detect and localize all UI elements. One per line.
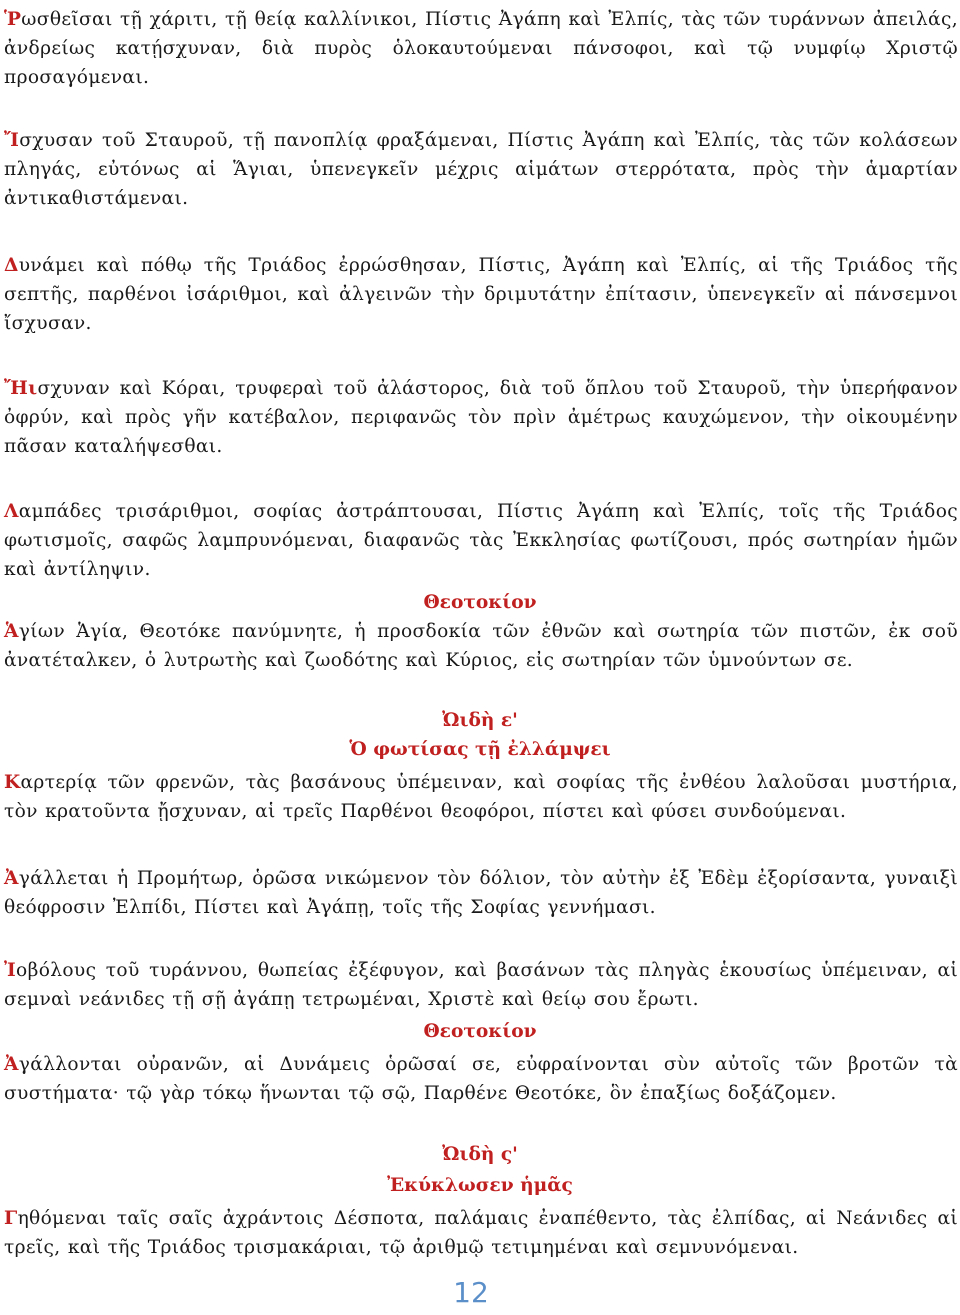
ode-6-irmos: Ἐκύκλωσεν ἡμᾶς [387,1175,573,1196]
page-number: 12 [453,1276,489,1309]
drop-initial: Κ [4,772,21,793]
drop-initial: Ἁ [4,621,19,642]
troparion-text: ηθόμεναι ταῖς σαῖς ἀχράντοις Δέσποτα, παλάμαις ἐναπέθεντο, τὰς ἐλπίδας, αἱ Νεάνιδες αἱ τρεῖς, καὶ τῆς Τριάδος τρισμακάριαι, τῷ ἀριθμῷ τετιμημέναι καὶ σεμνυνόμεναι. [4,1208,958,1258]
troparion-4 [4,374,958,461]
troparion-text: σχυσαν τοῦ Σταυροῦ, τῇ πανοπλίᾳ φραξάμεναι, Πίστις Ἀγάπη καὶ Ἐλπίς, τὰς τῶν κολάσεων πληγάς, εὐτόνως αἱ Ἅγιαι, ὑπενεγκεῖν μέχρις αἱμάτων στερρότατα, πρὸς τὴν ἁμαρτίαν ἀντικαθιστάμεναι. [4,130,958,209]
troparion-text: αρτερίᾳ τῶν φρενῶν, τὰς βασάνους ὑπέμειναν, καὶ σοφίας τῆς ἐνθέου λαλοῦσαι μυστήρια, τὸν κρατοῦντα ᾔσχυναν, αἱ τρεῖς Παρθένοι θεοφόροι, πίστει καὶ φύσει συνδούμεναι. [4,772,958,822]
troparion-2 [4,126,958,213]
drop-initial: Ἰ [4,960,17,981]
troparion-text: ωσθεῖσαι τῇ χάριτι, τῇ θείᾳ καλλίνικοι, Πίστις Ἀγάπη καὶ Ἐλπίς, τὰς τῶν τυράννων ἀπειλάς, ἀνδρείως κατῄσχυναν, διὰ πυρὸς ὁλοκαυτούμεναι πάνσοφοι, καὶ τῷ νυμφίῳ Χριστῷ προσαγόμεναι. [4,9,958,88]
troparion-text: οβόλους τοῦ τυράννου, θωπείας ἐξέφυγον, καὶ βασάνων τὰς πληγὰς ἑκουσίως ὑπέμειναν, αἱ σεμναὶ νεάνιδες τῇ σῇ ἀγάπῃ τετρωμέναι, Χριστὲ καὶ θείῳ σου ἔρωτι. [4,960,958,1010]
troparion-7 [4,864,958,922]
drop-initial: Ἴ [4,130,20,151]
ode-5-heading: Ὠιδὴ ε' [442,710,518,731]
theotokion-2 [4,1050,958,1108]
troparion-3 [4,251,958,338]
drop-initial: Ἀ [4,868,19,889]
ode-6-heading: Ὠιδὴ ς' [442,1144,518,1165]
drop-initial: Δ [4,255,19,276]
drop-initial: Ἀ [4,1054,19,1075]
troparion-text: υνάμει καὶ πόθῳ τῆς Τριάδος ἐρρώσθησαν, Πίστις, Ἀγάπη καὶ Ἐλπίς, αἱ τῆς Τριάδος τῆς σεπτῆς, παρθένοι ἰσάριθμοι, καὶ ἀλγεινῶν τὴν δριμυτάτην ἐπίτασιν, ὑπενεγκεῖν αἱ πάνσεμνοι ἴσχυσαν. [4,255,958,334]
drop-initial: Ῥ [4,9,22,30]
troparion-text: γίων Ἁγία, Θεοτόκε πανύμνητε, ἡ προσδοκία τῶν ἐθνῶν καὶ σωτηρία τῶν πιστῶν, ἐκ σοῦ ἀνατέταλκεν, ὁ λυτρωτὴς καὶ ζωοδότης καὶ Κύριος, εἰς σωτηρίαν τῶν ὑμνούντων σε. [4,621,958,671]
troparion-9 [4,1204,958,1262]
drop-initial: Ἤι [4,378,38,399]
theotokion-1 [4,617,958,675]
drop-initial: Λ [4,501,19,522]
troparion-5 [4,497,958,584]
theotokion-heading: Θεοτοκίον [423,1021,537,1042]
troparion-text: αμπάδες τρισάριθμοι, σοφίας ἀστράπτουσαι, Πίστις Ἀγάπη καὶ Ἐλπίς, τοῖς τῆς Τριάδος φωτισμοῖς, σαφῶς λαμπρυνόμεναι, διαφανῶς τὰς Ἐκκλησίας φωτίζουσι, πρός σωτηρίαν ἡμῶν καὶ ἀντίληψιν. [4,501,958,580]
troparion-1 [4,5,958,92]
troparion-8 [4,956,958,1014]
ode-5-irmos: Ὁ φωτίσας τῇ ἐλλάμψει [349,739,611,760]
theotokion-heading: Θεοτοκίον [423,592,537,613]
troparion-text: γάλλεται ἡ Προμήτωρ, ὁρῶσα νικώμενον τὸν δόλιον, τὸν αὐτὴν ἐξ Ἐδὲμ ἐξορίσαντα, γυναιξὶ θεόφροσιν Ἐλπίδι, Πίστει καὶ Ἀγάπῃ, τοῖς τῆς Σοφίας γεννήμασι. [4,868,958,918]
troparion-text: σχυναν καὶ Κόραι, τρυφεραὶ τοῦ ἀλάστορος, διὰ τοῦ ὅπλου τοῦ Σταυροῦ, τὴν ὑπερήφανον ὀφρύν, καὶ πρὸς γῆν κατέβαλον, περιφανῶς τὸν πρὶν ἀμέτρως καυχώμενον, τὴν οἰκουμένην πᾶσαν καταλήψεσθαι. [4,378,958,457]
troparion-6 [4,768,958,826]
troparion-text: γάλλονται οὐρανῶν, αἱ Δυνάμεις ὁρῶσαί σε, εὐφραίνονται σὺν αὐτοῖς τῶν βροτῶν τὰ συστήματα· τῷ γὰρ τόκῳ ἥνωνται τῷ σῷ, Παρθένε Θεοτόκε, ὃν ἐπαξίως δοξάζομεν. [4,1054,958,1104]
drop-initial: Γ [4,1208,18,1229]
